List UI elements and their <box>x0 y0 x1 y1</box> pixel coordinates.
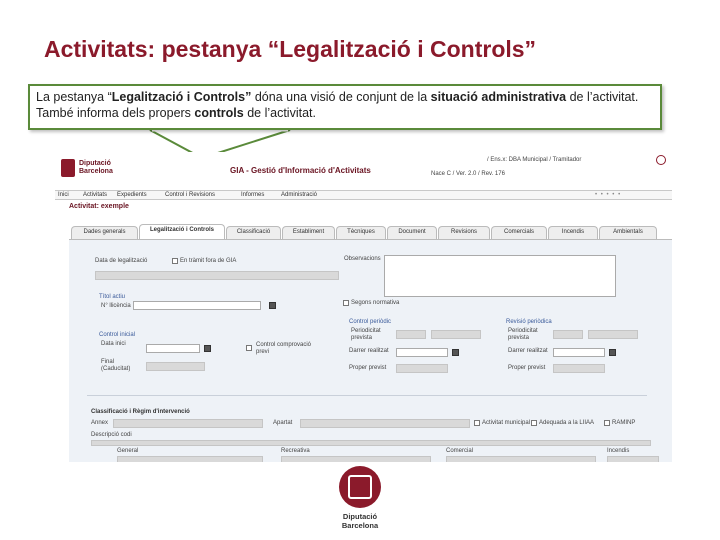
revisio-periodicitat-field[interactable] <box>553 330 583 339</box>
app-version: Nace C / Ver. 2.0 / Rev. 176 <box>431 171 505 177</box>
revisio-darrer-calendar-icon[interactable] <box>609 349 616 356</box>
tab-comercials[interactable]: Comercials <box>491 226 547 239</box>
activitat-municipal-checkbox[interactable] <box>474 420 480 426</box>
apartat-field[interactable] <box>300 419 470 428</box>
menu-bar <box>55 190 672 200</box>
app-header <box>55 152 672 188</box>
recreativa-field[interactable] <box>281 456 431 462</box>
tab-classificacio[interactable]: Classificació <box>226 226 281 239</box>
menu-item-administracio[interactable]: Administració <box>281 192 318 198</box>
col-comercial-label: Comercial <box>446 448 474 454</box>
app-logo-line1: Diputació <box>79 160 111 167</box>
classificacio-section: Classificació i Règim d'intervenció <box>91 409 190 415</box>
activity-label: Activitat: exemple <box>69 203 129 210</box>
darrer-realitzat-field[interactable] <box>396 348 448 357</box>
footer-logo-line1: Diputació <box>342 512 378 521</box>
app-title: GIA - Gestió d'Informació d'Activitats <box>230 166 371 175</box>
logo-emblem <box>348 475 372 499</box>
tab-tecniques[interactable]: Tècniques <box>336 226 386 239</box>
proper-previst-label: Proper previst <box>349 365 387 371</box>
tab-legalitzacio-controls[interactable]: Legalització i Controls <box>139 224 225 240</box>
tab-incendis[interactable]: Incendis <box>548 226 598 239</box>
data-legalitzacio-label: Data de legalització <box>95 258 148 264</box>
control-comprovacio-checkbox[interactable] <box>246 345 252 351</box>
legalitzacio-panel <box>69 239 672 462</box>
col-incendis-label: Incendis <box>607 448 630 454</box>
callout-box <box>28 84 662 130</box>
adequada-llei-checkbox[interactable] <box>531 420 537 426</box>
segons-normativa-radio[interactable] <box>343 300 349 306</box>
annex-label: Annex <box>91 420 109 426</box>
callout-text-1: La pestanya “ <box>36 90 112 104</box>
app-logo-text <box>79 160 113 176</box>
control-inicial-section: Control inicial <box>99 332 136 338</box>
raminp-label: RAMINP <box>612 420 636 426</box>
app-user-info: / Ens.x: DBA Municipal / Tramitador <box>487 157 582 163</box>
raminp-checkbox[interactable] <box>604 420 610 426</box>
periodicitat-unit-field[interactable] <box>431 330 481 339</box>
proper-previst-field[interactable] <box>396 364 448 373</box>
menu-dots: • • • • • <box>595 192 622 198</box>
revisio-proper-previst-field[interactable] <box>553 364 605 373</box>
footer-logo-text <box>330 512 390 530</box>
final-caducitat-label: Final (Caducitat) <box>101 359 131 372</box>
callout-text-3: de l’activitat. També informa dels propers <box>36 90 639 120</box>
tab-establiment[interactable]: Establiment <box>282 226 335 239</box>
revisio-periodica-section: Revisió periòdica <box>506 319 552 325</box>
callout-bold-controls: controls <box>194 106 244 120</box>
diputacio-logo-icon <box>339 466 381 508</box>
revisio-darrer-realitzat-label: Darrer realitzat <box>508 348 548 354</box>
data-inici-label: Data inici <box>101 341 126 347</box>
num-llicencia-label: N° llicència <box>101 303 131 309</box>
descripcio-label: Descripció codi <box>91 432 132 438</box>
menu-item-inici[interactable]: Inici <box>58 192 69 198</box>
tab-dades-generals[interactable]: Dades generals <box>71 226 138 239</box>
menu-item-control-revisions[interactable]: Control i Revisions <box>165 192 216 198</box>
tab-ambientals[interactable]: Ambientals <box>599 226 657 239</box>
data-inici-field[interactable] <box>146 344 200 353</box>
menu-item-activitats[interactable]: Activitats <box>83 192 108 198</box>
general-field[interactable] <box>117 456 263 462</box>
callout-text-2: dóna una visió de conjunt de la <box>251 90 431 104</box>
data-legalitzacio-field[interactable] <box>95 271 339 280</box>
entrat-fora-label: En tràmit fora de GIA <box>180 258 237 264</box>
control-periodic-section: Control periòdic <box>349 319 392 325</box>
entrat-fora-checkbox[interactable] <box>172 258 178 264</box>
revisio-darrer-realitzat-field[interactable] <box>553 348 605 357</box>
activitat-municipal-label: Activitat municipal <box>482 420 531 426</box>
callout-bold-situacio: situació administrativa <box>430 90 567 104</box>
control-comprovacio-label: Control comprovació previ <box>256 342 312 355</box>
col-recreativa-label: Recreativa <box>281 448 310 454</box>
diba-logo-icon <box>61 159 75 177</box>
observacions-label: Observacions <box>344 256 381 262</box>
callout-text-4: de l’activitat. <box>243 106 316 120</box>
section-divider <box>87 395 647 396</box>
periodicitat-field[interactable] <box>396 330 426 339</box>
final-caducitat-field[interactable] <box>146 362 205 371</box>
annex-field[interactable] <box>113 419 263 428</box>
menu-item-expedients[interactable]: Expedients <box>117 192 147 198</box>
tab-revisions[interactable]: Revisions <box>438 226 490 239</box>
revisio-periodicitat-unit-field[interactable] <box>588 330 638 339</box>
periodicitat-label: Periodicitat prevista <box>351 328 381 341</box>
app-screenshot <box>55 152 672 462</box>
menu-item-informes[interactable]: Informes <box>241 192 265 198</box>
col-general-label: General <box>117 448 139 454</box>
comercial-field[interactable] <box>446 456 596 462</box>
titol-actiu-section: Títol actiu <box>99 294 126 300</box>
tab-document[interactable]: Document <box>387 226 437 239</box>
data-inici-calendar-icon[interactable] <box>204 345 211 352</box>
darrer-realitzat-label: Darrer realitzat <box>349 348 389 354</box>
apartat-label: Apartat <box>273 420 293 426</box>
segons-normativa-label: Segons normativa <box>351 300 400 306</box>
revisio-proper-previst-label: Proper previst <box>508 365 546 371</box>
descripcio-field[interactable] <box>91 440 651 446</box>
incendis-field[interactable] <box>607 456 659 462</box>
revisio-periodicitat-label: Periodicitat prevista <box>508 328 538 341</box>
callout-bold-tab-name: Legalització i Controls” <box>111 90 252 104</box>
observacions-textarea[interactable] <box>384 255 616 297</box>
num-llicencia-field[interactable] <box>133 301 261 310</box>
darrer-realitzat-calendar-icon[interactable] <box>452 349 459 356</box>
adequada-llei-label: Adequada a la LIIAA <box>539 420 595 426</box>
llicencia-lookup-icon[interactable] <box>269 302 276 309</box>
power-icon[interactable] <box>656 155 666 165</box>
slide-title: Activitats: pestanya “Legalització i Controls” <box>44 36 537 62</box>
footer-logo-line2: Barcelona <box>341 521 379 530</box>
app-logo-line2: Barcelona <box>79 168 113 175</box>
